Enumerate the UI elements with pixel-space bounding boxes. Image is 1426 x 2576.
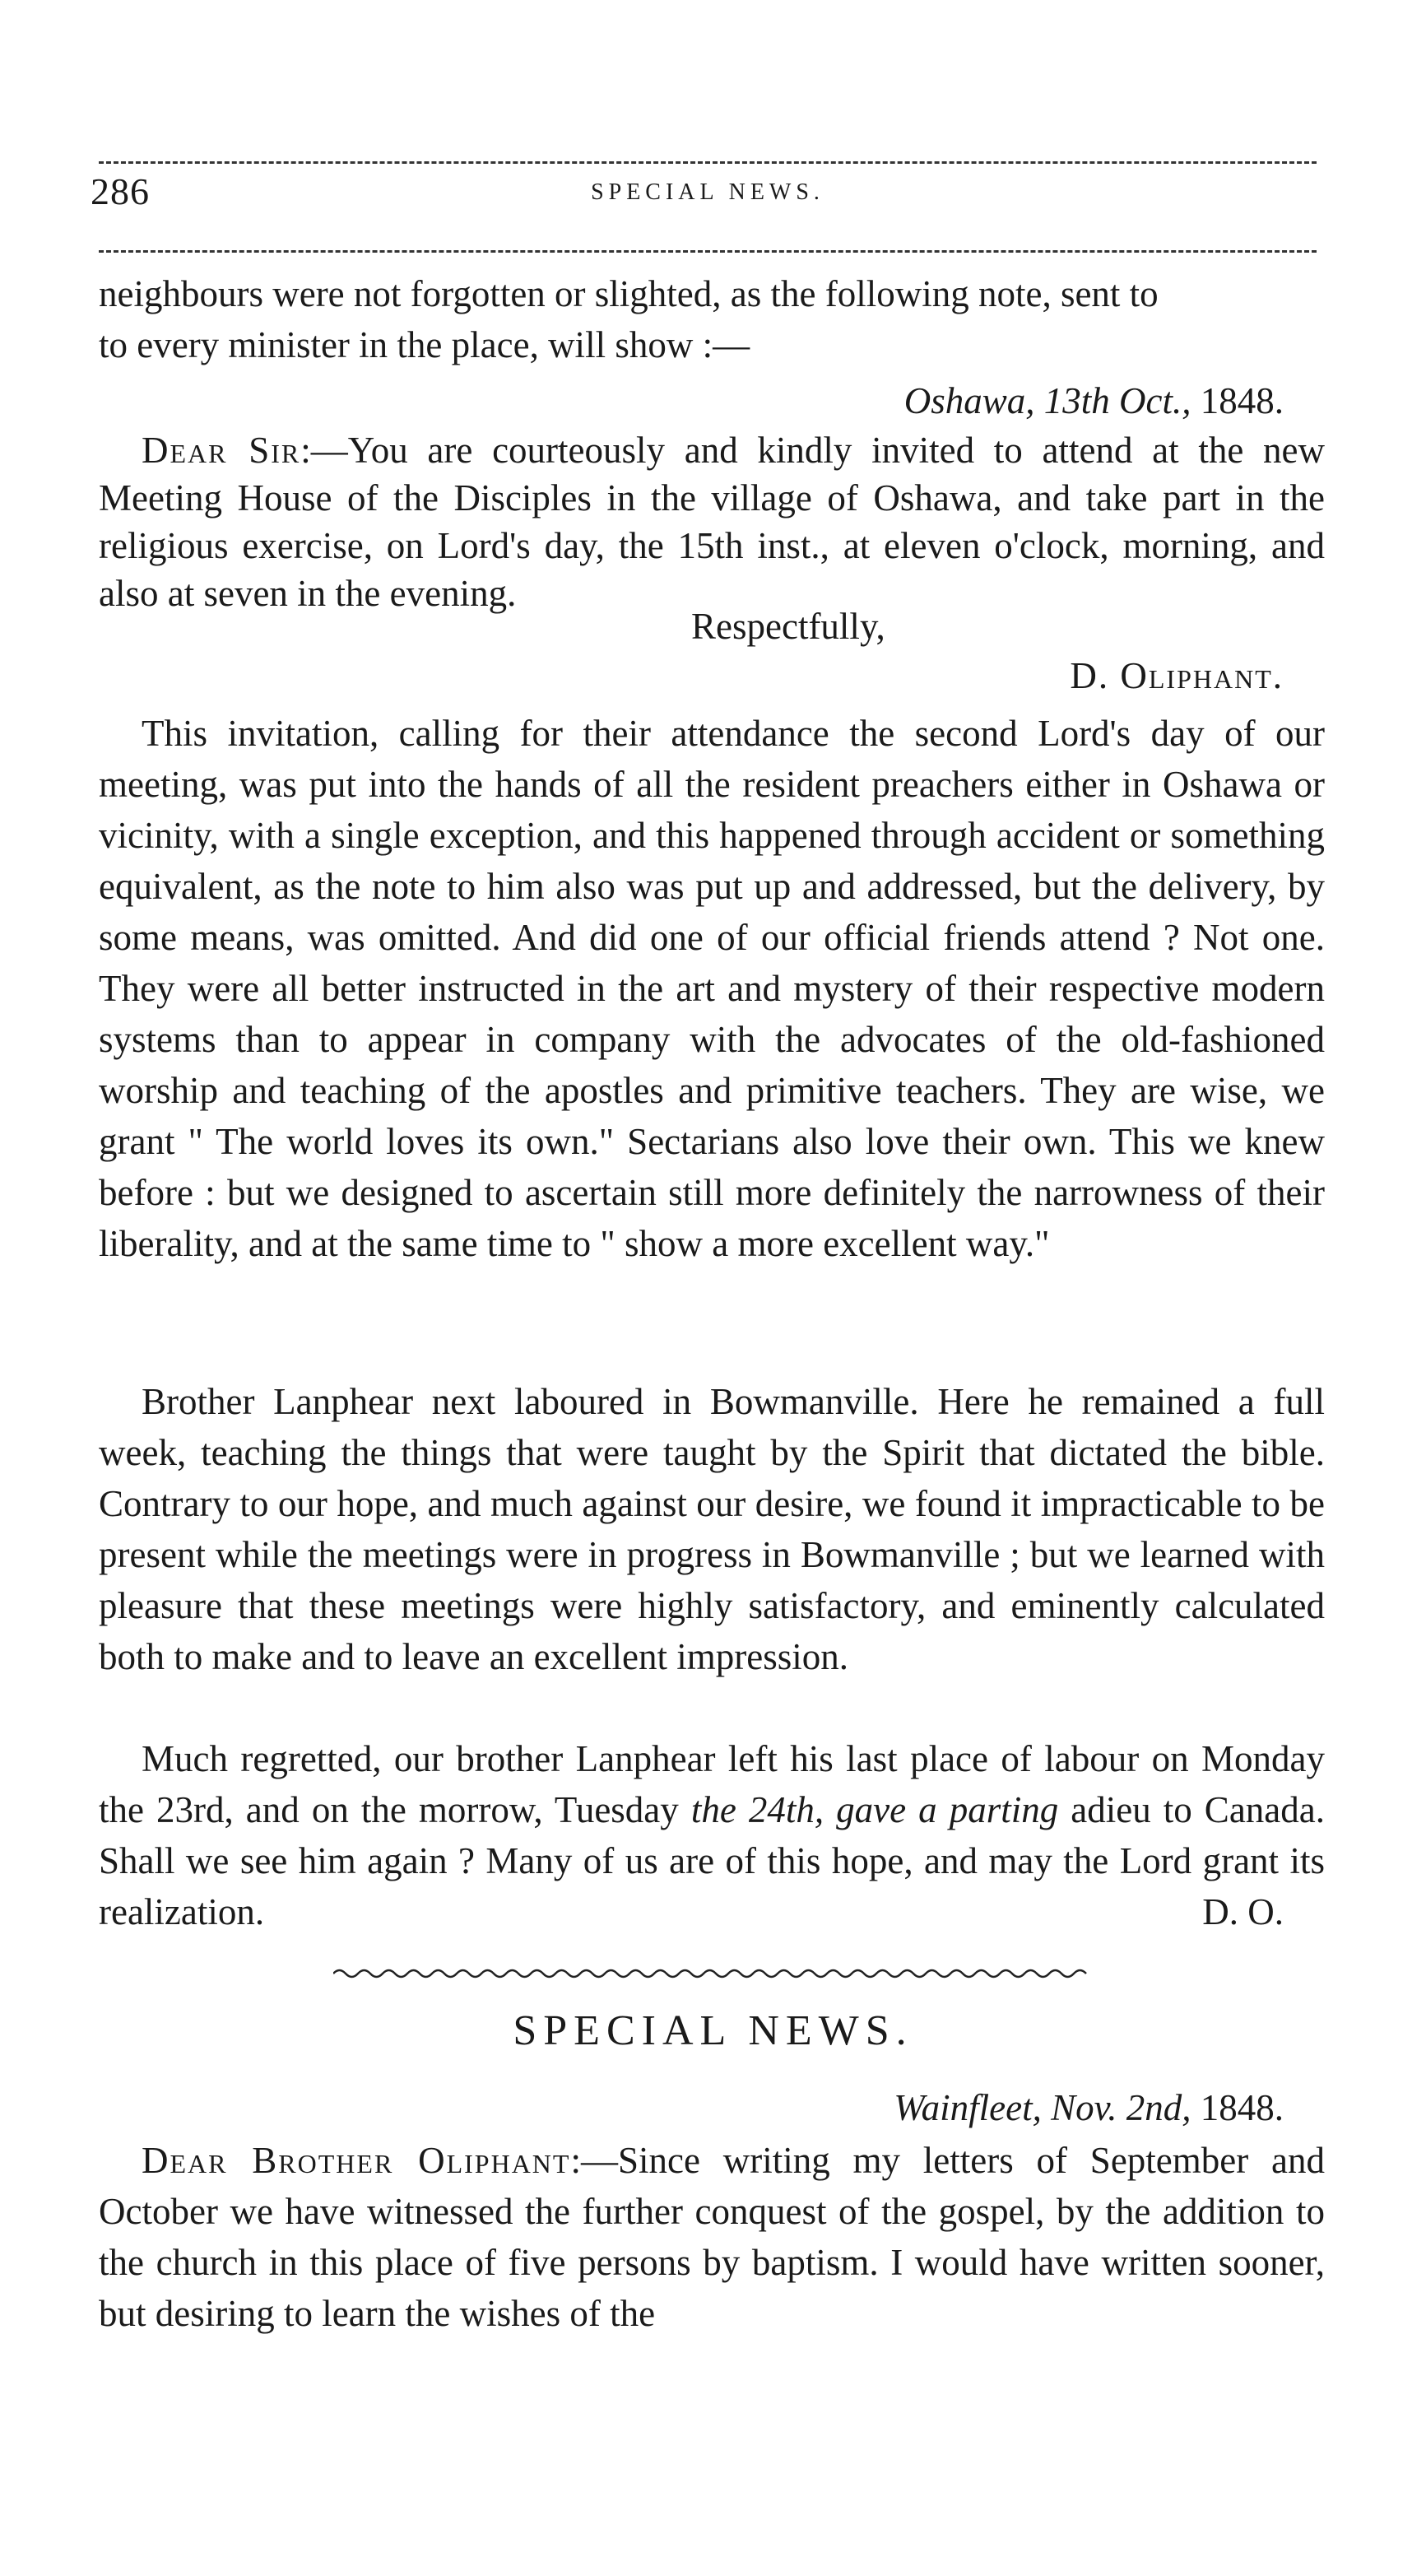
letter-dateline-year: 1848. bbox=[1200, 2087, 1284, 2128]
farewell-text-c: adieu to Canada. Shall we see him again ? Many of us are of this hope, and may the Lord grant its realization. bbox=[99, 1789, 1325, 1932]
page-header bbox=[91, 170, 1325, 219]
paragraph-bowmanville: Brother Lanphear next laboured in Bowmanville. Here he remained a full week, teaching the things that were taught by the Spirit that dictated the bible. Contrary to our hope, and much against our desire, we found it impracticable to be present while the meetings were in progress in Bowmanville ; but we learned with pleasure that these meetings were highly satisfactory, and eminently calculated both to make and to leave an excellent impression. bbox=[99, 1381, 1325, 1677]
note-dateline-date: 13th Oct., bbox=[1043, 380, 1191, 421]
note-salutation: Dear Sir bbox=[142, 430, 301, 471]
farewell-text-a: Much regretted, our brother Lanphear left his last place of labour on Monday the 23rd, and on the morrow, Tuesday bbox=[99, 1738, 1325, 1830]
letter-dateline-date: Nov. 2nd, bbox=[1051, 2087, 1191, 2128]
note-body-text: :—You are courteously and kindly invited to attend at the new Meeting House of the Disciples in the village of Oshawa, and take part in the religious exercise, on Lord's day, the 15th inst., at eleven o'clock, morning, and also at seven in the evening. bbox=[99, 430, 1325, 614]
farewell-text-b: the 24th, gave a parting bbox=[690, 1789, 1059, 1830]
note-dateline bbox=[99, 375, 1325, 426]
section-divider bbox=[333, 1965, 1090, 1982]
header-rule-top bbox=[99, 161, 1317, 164]
letter-body bbox=[99, 2135, 1325, 2339]
letter-salutation: Dear Brother Oliphant bbox=[142, 2140, 571, 2181]
farewell-initials: D. O. bbox=[1202, 1891, 1284, 1932]
intro-paragraph bbox=[99, 268, 1325, 370]
page-number: 286 bbox=[91, 170, 150, 212]
section-title: SPECIAL NEWS. bbox=[513, 2007, 913, 2054]
note-dateline-place: Oshawa, bbox=[903, 380, 1035, 421]
header-rule-bottom bbox=[99, 250, 1317, 253]
note-body bbox=[99, 426, 1325, 617]
letter-body-text: :—Since writing my letters of September and October we have witnessed the further conquest of the gospel, by the addition to the church in this place of five persons by baptism. I would have written sooner, but desiring to learn the wishes of the bbox=[99, 2140, 1325, 2334]
intro-line: to every minister in the place, will show :— bbox=[99, 324, 750, 365]
paragraph-invitation: This invitation, calling for their attendance the second Lord's day of our meeting, was put into the hands of all the resident preachers either in Oshawa or vicinity, with a single exception, and this happened through accident or something equivalent, as the note to him also was put up and addressed, but the delivery, by some means, was omitted. And did one of our official friends attend ? Not one. They were all better instructed in the art and mystery of their respective modern systems than to appear in company with the advocates of the old-fashioned worship and teaching of the apostles and primitive teachers. They are wise, we grant " The world loves its own." Sectarians also love their own. This we knew before : but we designed to ascertain still more definitely the narrowness of their liberality, and at the same time to " show a more excellent way." bbox=[99, 713, 1325, 1264]
note-dateline-year: 1848. bbox=[1200, 380, 1284, 421]
note-signature: D. Oliphant. bbox=[1070, 655, 1284, 696]
letter-dateline-place: Wainfleet, bbox=[894, 2087, 1042, 2128]
running-head: SPECIAL NEWS. bbox=[591, 179, 824, 205]
letter-dateline bbox=[99, 2082, 1325, 2133]
note-closing: Respectfully, bbox=[691, 606, 885, 647]
intro-line: neighbours were not forgotten or slighted, as the following note, sent to bbox=[99, 273, 1159, 314]
paragraph-farewell bbox=[99, 1733, 1325, 1937]
